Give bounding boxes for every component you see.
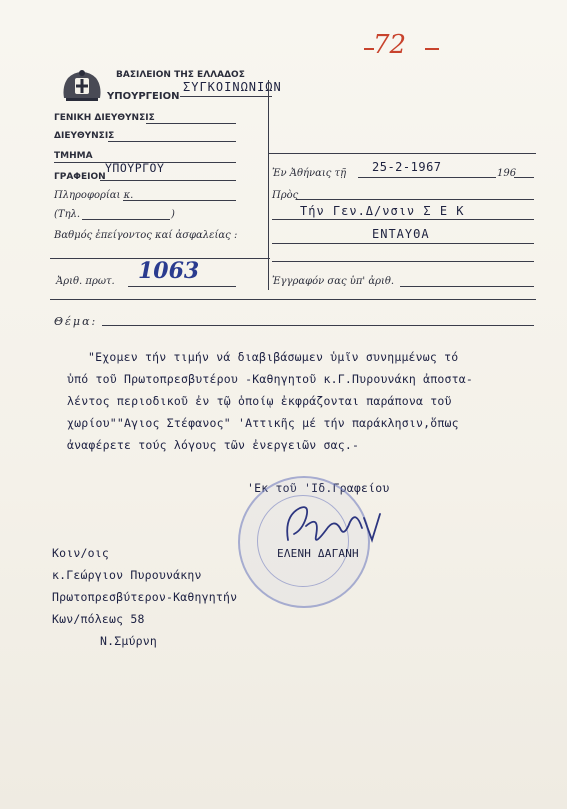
body-line-4: χωρίου""Αγιος Στέφανος" 'Αττικῆς μέ τήν παράκλησιν,ὅπως (67, 416, 459, 430)
kingdom-heading: ΒΑΣΙΛΕΙΟΝ ΤΗΣ ΕΛΛΑΔΟΣ (116, 70, 245, 80)
subject-line (102, 325, 534, 326)
urgency-label: Βαθμός ἐπείγοντος καί ἀσφαλείας : (54, 230, 238, 241)
protocol-line (128, 286, 236, 287)
place-label: Ἐν Ἀθήναις τῇ (272, 168, 347, 179)
date-value: 25-2-1967 (372, 160, 442, 174)
phone-line (82, 219, 170, 220)
your-doc-label: Ἐγγραφόν σας ὑπ' ἀριθ. (272, 276, 395, 287)
directorate-line (108, 141, 236, 142)
recipient-line (272, 219, 534, 220)
body-line-5: ἀναφέρετε τούς λόγους τῶν ἐνεργειῶν σας.- (67, 438, 360, 452)
office-value: ΥΠΟΥΡΓΟΥ (105, 161, 165, 175)
year-line (514, 177, 534, 178)
copy-to-label: Κοιν/οις (52, 546, 109, 560)
right-top-divider (268, 153, 536, 154)
body-line-2: ὑπό τοῦ Πρωτοπρεσβυτέρου -Καθηγητοῦ κ.Γ.Πυρουνάκη ἀποστα- (67, 372, 474, 386)
handwritten-ref-number: 72 (373, 30, 407, 60)
info-label: Πληροφορίαι κ. (54, 190, 134, 201)
vertical-divider (268, 80, 269, 290)
body-line-1: "Εχομεν τήν τιμήν νά διαβιβάσωμεν ὑμῖν συνημμένως τό (88, 350, 459, 364)
ministry-line (180, 96, 272, 97)
signature-name: ΕΛΕΝΗ ΔΑΓΑΝΗ (277, 547, 359, 560)
blank-line (272, 261, 534, 262)
date-line (358, 177, 496, 178)
to-label: Πρὸς (272, 190, 299, 201)
protocol-value: 1063 (138, 258, 200, 284)
general-directorate-label: ΓΕΝΙΚΗ ΔΙΕΥΘΥΝΣΙΣ (54, 113, 155, 123)
phone-label: (Τηλ. (54, 209, 81, 220)
coat-of-arms-icon (60, 68, 104, 104)
signature-office: 'Εκ τοῦ 'Ιδ.Γραφείου (247, 481, 390, 495)
info-line (123, 200, 236, 201)
your-doc-line (400, 286, 534, 287)
handwritten-signature (276, 500, 386, 552)
phone-close: ) (171, 209, 175, 220)
red-dash-right (425, 48, 439, 50)
office-label: ΓΡΑΦΕΙΟΝ (54, 172, 106, 182)
red-dash-left (364, 48, 374, 50)
section-label: ΤΜΗΜΑ (54, 151, 93, 161)
full-divider (50, 299, 536, 300)
copy-to-line-3: Κων/πόλεως 58 (52, 612, 145, 626)
directorate-label: ΔΙΕΥΘΥΝΣΙΣ (54, 131, 115, 141)
copy-to-line-4: Ν.Σμύρνη (100, 634, 157, 648)
subject-label: Θέμα: (54, 315, 98, 328)
ministry-value: ΣΥΓΚΟΙΝΩΝΙΩΝ (183, 80, 282, 94)
copy-to-line-1: κ.Γεώργιον Πυρουνάκην (52, 568, 202, 582)
general-directorate-line (146, 123, 236, 124)
recipient-location: ΕΝΤΑΥΘΑ (372, 227, 430, 241)
body-line-3: λέντος περιοδικοῦ ἐν τῷ ὁποίῳ ἐκφράζονται παράπονα τοῦ (67, 394, 452, 408)
copy-to-line-2: Πρωτοπρεσβύτερον-Καθηγητήν (52, 590, 238, 604)
recipient: Τήν Γεν.Δ/νσιν Σ Ε Κ (300, 204, 465, 218)
year-prefix: 196 (497, 168, 517, 179)
ministry-label: ΥΠΟΥΡΓΕΙΟΝ (107, 91, 180, 102)
office-line (100, 180, 236, 181)
protocol-label: Ἀριθ. πρωτ. (56, 276, 115, 287)
location-line (272, 243, 534, 244)
to-line (296, 199, 534, 200)
